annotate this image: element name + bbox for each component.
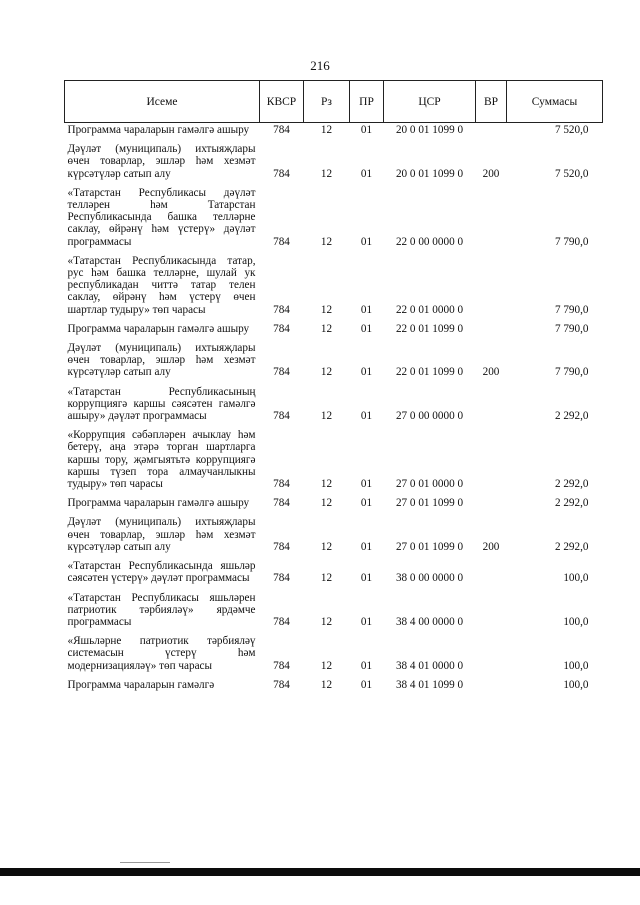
cell-sum: 2 292,0 [554, 540, 589, 553]
cell-csr: 20 0 01 1099 0 [395, 167, 464, 180]
cell-sum: 100,0 [563, 572, 589, 585]
cell-sum: 7 520,0 [554, 167, 589, 180]
cell-pr: 01 [360, 235, 373, 248]
cell-kvsr: 784 [273, 497, 290, 510]
cell-sum: 7 790,0 [554, 366, 589, 379]
cell-name: Программа чараларын гамәлгә ашыру [67, 322, 250, 335]
cell-pr: 01 [360, 322, 373, 335]
cell-sum: 100,0 [563, 678, 589, 691]
cell-sum: 7 790,0 [554, 235, 589, 248]
cell-rz: 12 [320, 497, 333, 510]
cell-rz: 12 [320, 678, 333, 691]
cell-csr: 27 0 01 1099 0 [395, 540, 464, 553]
cell-vr [476, 254, 507, 322]
cell-csr: 22 0 01 1099 0 [395, 366, 464, 379]
cell-kvsr: 784 [273, 540, 290, 553]
cell-rz: 12 [320, 366, 333, 379]
cell-csr: 20 0 01 1099 0 [395, 124, 464, 136]
cell-kvsr: 784 [273, 678, 290, 691]
cell-csr: 38 4 00 0000 0 [395, 615, 464, 628]
table-row [65, 559, 603, 590]
cell-rz: 12 [320, 659, 333, 672]
table-row [65, 142, 603, 186]
cell-name: Программа чараларын гамәлгә ашыру [67, 497, 250, 510]
cell-pr: 01 [360, 540, 373, 553]
cell-vr [476, 428, 507, 496]
cell-name: «Татарстан Республикасында яшьләр сәясәтен үстерү» дәүләт программасы [67, 560, 256, 585]
cell-csr: 27 0 00 0000 0 [395, 410, 464, 423]
cell-csr: 38 0 00 0000 0 [395, 572, 464, 585]
cell-vr [476, 634, 507, 678]
cell-rz: 12 [320, 540, 333, 553]
cell-rz: 12 [320, 478, 333, 491]
cell-kvsr: 784 [273, 235, 290, 248]
table-row [65, 496, 603, 515]
cell-name: «Татарстан Республикасында татар, рус һәм башка телләрне, шулай ук республикадан читтә татар телен саклау, өйрәнү һәм үстерү өчен шартлар тудыру» төп чарасы [67, 254, 256, 316]
cell-kvsr: 784 [273, 366, 290, 379]
cell-name: Дәүләт (муниципаль) ихтыяҗлары өчен товарлар, эшләр һәм хезмәт күрсәтүләр сатып алу [67, 342, 256, 379]
header-sum: Суммасы [507, 81, 603, 123]
cell-pr: 01 [360, 497, 373, 510]
cell-pr: 01 [360, 615, 373, 628]
cell-csr: 22 0 00 0000 0 [395, 235, 464, 248]
cell-name: Программа чараларын гамәлгә ашыру [67, 124, 250, 136]
cell-vr: 200 [482, 540, 500, 553]
cell-kvsr: 784 [273, 303, 290, 316]
cell-vr [476, 385, 507, 429]
cell-name: «Татарстан Республикасының коррупциягә каршы сәясәтен гамәлгә ашыру» дәүләт программасы [67, 385, 256, 423]
header-csr: ЦСР [384, 81, 476, 123]
table-row [65, 634, 603, 678]
cell-kvsr: 784 [273, 615, 290, 628]
cell-kvsr: 784 [273, 572, 290, 585]
cell-pr: 01 [360, 410, 373, 423]
cell-csr: 27 0 01 0000 0 [395, 478, 464, 491]
table-row [65, 322, 603, 341]
cell-kvsr: 784 [273, 478, 290, 491]
cell-sum: 7 790,0 [554, 322, 589, 335]
cell-rz: 12 [320, 322, 333, 335]
cell-vr [476, 123, 507, 143]
table-row [65, 186, 603, 254]
cell-vr: 200 [482, 167, 500, 180]
cell-sum: 100,0 [563, 659, 589, 672]
cell-kvsr: 784 [273, 659, 290, 672]
cell-sum: 2 292,0 [554, 497, 589, 510]
cell-rz: 12 [320, 235, 333, 248]
cell-kvsr: 784 [273, 167, 290, 180]
cell-kvsr: 784 [273, 124, 290, 136]
cell-name: «Яшьләрне патриотик тәрбияләү системасын үстерү һәм модернизацияләү» төп чарасы [67, 635, 256, 672]
cell-name: «Татарстан Республикасы яшьләрен патриотик тәрбияләү» ярдәмче программасы [67, 591, 256, 628]
cell-pr: 01 [360, 478, 373, 491]
cell-sum: 100,0 [563, 615, 589, 628]
cell-pr: 01 [360, 659, 373, 672]
cell-vr: 200 [482, 366, 500, 379]
cell-vr [476, 496, 507, 515]
cell-sum: 2 292,0 [554, 478, 589, 491]
cell-pr: 01 [360, 303, 373, 316]
cell-name: Программа чараларын гамәлгә [67, 678, 215, 691]
cell-pr: 01 [360, 572, 373, 585]
cell-vr [476, 678, 507, 697]
cell-sum: 7 790,0 [554, 303, 589, 316]
header-rz: Рз [304, 81, 350, 123]
cell-name: Дәүләт (муниципаль) ихтыяҗлары өчен товарлар, эшләр һәм хезмәт күрсәтүләр сатып алу [67, 516, 256, 553]
scan-edge-bar [0, 868, 640, 876]
cell-name: «Коррупция сәбәпләрен ачыклау һәм бетерү, аңа этәрә торган шартларга каршы тору, җәмгыятьтә коррупциягә каршы түзеп тора алмаучанлыкны тудыру» төп чарасы [67, 429, 256, 491]
cell-vr [476, 591, 507, 635]
table-row [65, 591, 603, 635]
scan-mark [120, 862, 170, 863]
table-row [65, 123, 603, 143]
table-row [65, 341, 603, 385]
cell-vr [476, 559, 507, 590]
cell-rz: 12 [320, 167, 333, 180]
cell-kvsr: 784 [273, 322, 290, 335]
header-name: Исеме [65, 81, 260, 123]
cell-vr [476, 322, 507, 341]
cell-csr: 38 4 01 0000 0 [395, 659, 464, 672]
cell-sum: 7 520,0 [554, 124, 589, 136]
page-number: 216 [310, 58, 330, 73]
cell-rz: 12 [320, 410, 333, 423]
table-row [65, 515, 603, 559]
cell-pr: 01 [360, 366, 373, 379]
cell-rz: 12 [320, 615, 333, 628]
cell-csr: 22 0 01 1099 0 [395, 322, 464, 335]
cell-pr: 01 [360, 167, 373, 180]
cell-csr: 22 0 01 0000 0 [395, 303, 464, 316]
cell-kvsr: 784 [273, 410, 290, 423]
cell-name: «Татарстан Республикасы дәүләт телләрен һәм Татарстан Республикасында башка телләрне саклау, өйрәнү һәм үстерү» дәүләт программасы [67, 186, 256, 248]
header-vr: ВР [476, 81, 507, 123]
table-header-row [65, 81, 603, 123]
cell-rz: 12 [320, 124, 333, 136]
cell-rz: 12 [320, 303, 333, 316]
cell-rz: 12 [320, 572, 333, 585]
cell-vr [476, 186, 507, 254]
table-row [65, 385, 603, 429]
table-row [65, 428, 603, 496]
cell-pr: 01 [360, 124, 373, 136]
table-row [65, 254, 603, 322]
cell-csr: 38 4 01 1099 0 [395, 678, 464, 691]
cell-name: Дәүләт (муниципаль) ихтыяҗлары өчен товарлар, эшләр һәм хезмәт күрсәтүләр сатып алу [67, 143, 256, 180]
cell-csr: 27 0 01 1099 0 [395, 497, 464, 510]
table-row [65, 678, 603, 697]
cell-sum: 2 292,0 [554, 410, 589, 423]
cell-pr: 01 [360, 678, 373, 691]
budget-table [64, 80, 603, 697]
header-kvsr: КВСР [260, 81, 304, 123]
header-pr: ПР [350, 81, 384, 123]
